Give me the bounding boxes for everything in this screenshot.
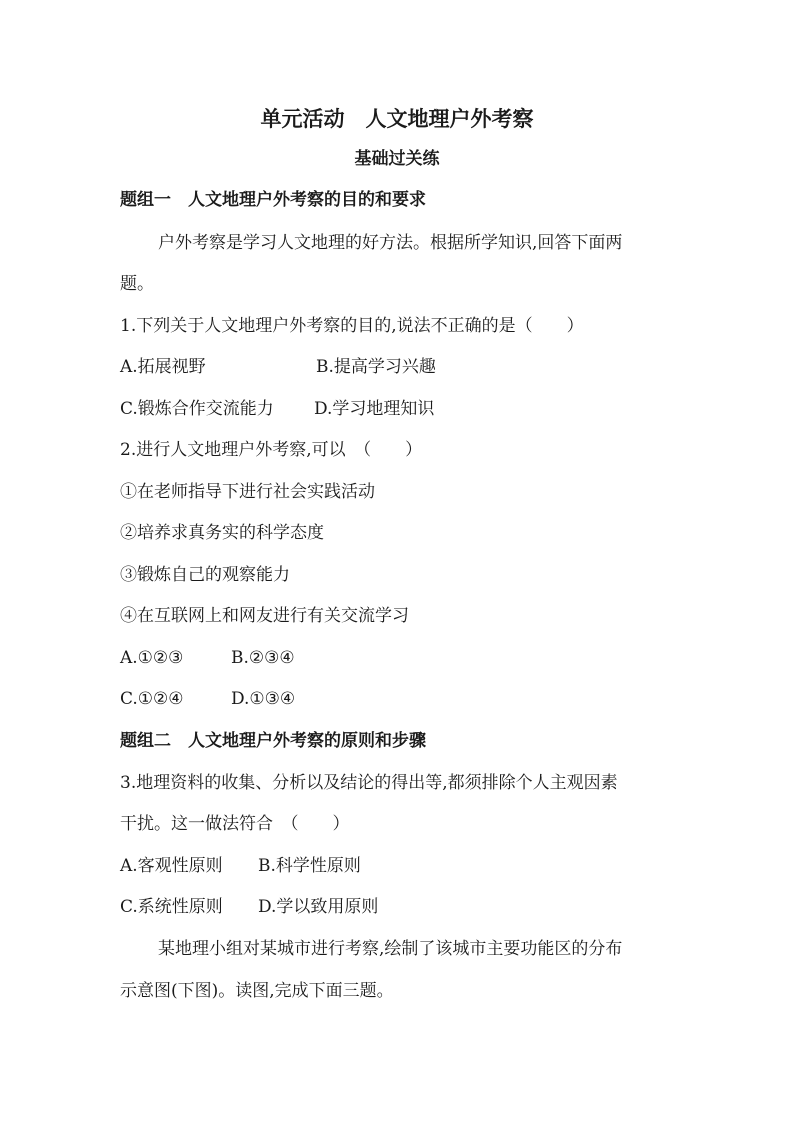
question-1-stem: 1.下列关于人文地理户外考察的目的,说法不正确的是（ ）	[120, 316, 584, 336]
group2-intro-line1: 某地理小组对某城市进行考察,绘制了该城市主要功能区的分布	[158, 939, 623, 959]
question-3-stem-line2: 干扰。这一做法符合 （ ）	[120, 814, 350, 834]
question-1-option-a: A.拓展视野	[120, 357, 206, 377]
question-2-stem: 2.进行人文地理户外考察,可以 （ ）	[120, 440, 423, 460]
question-1-option-c: C.锻炼合作交流能力	[120, 399, 274, 419]
page-title: 单元活动 人文地理户外考察	[260, 106, 534, 131]
question-2-item-4: ④在互联网上和网友进行有关交流学习	[120, 606, 409, 626]
question-1-option-d: D.学习地理知识	[314, 399, 435, 419]
group2-heading: 题组二 人文地理户外考察的原则和步骤	[120, 731, 426, 751]
group2-intro-line2: 示意图(下图)。读图,完成下面三题。	[120, 981, 394, 1001]
question-2-option-c: C.①②④	[120, 689, 184, 709]
question-1-option-b: B.提高学习兴趣	[316, 357, 436, 377]
group1-intro-line1: 户外考察是学习人文地理的好方法。根据所学知识,回答下面两	[158, 233, 623, 253]
question-3-option-c: C.系统性原则	[120, 897, 223, 917]
question-3-option-a: A.客观性原则	[120, 856, 223, 876]
question-2-item-1: ①在老师指导下进行社会实践活动	[120, 482, 375, 502]
question-2-item-2: ②培养求真务实的科学态度	[120, 523, 324, 543]
question-2-option-a: A.①②③	[120, 648, 184, 668]
page-subtitle: 基础过关练	[354, 149, 440, 169]
question-3-option-b: B.科学性原则	[258, 856, 361, 876]
question-2-item-3: ③锻炼自己的观察能力	[120, 565, 290, 585]
group1-heading: 题组一 人文地理户外考察的目的和要求	[120, 190, 426, 210]
question-3-stem-line1: 3.地理资料的收集、分析以及结论的得出等,都须排除个人主观因素	[120, 773, 618, 793]
question-3-option-d: D.学以致用原则	[258, 897, 379, 917]
question-2-option-b: B.②③④	[231, 648, 295, 668]
question-2-option-d: D.①③④	[231, 689, 296, 709]
group1-intro-line2: 题。	[120, 274, 154, 294]
